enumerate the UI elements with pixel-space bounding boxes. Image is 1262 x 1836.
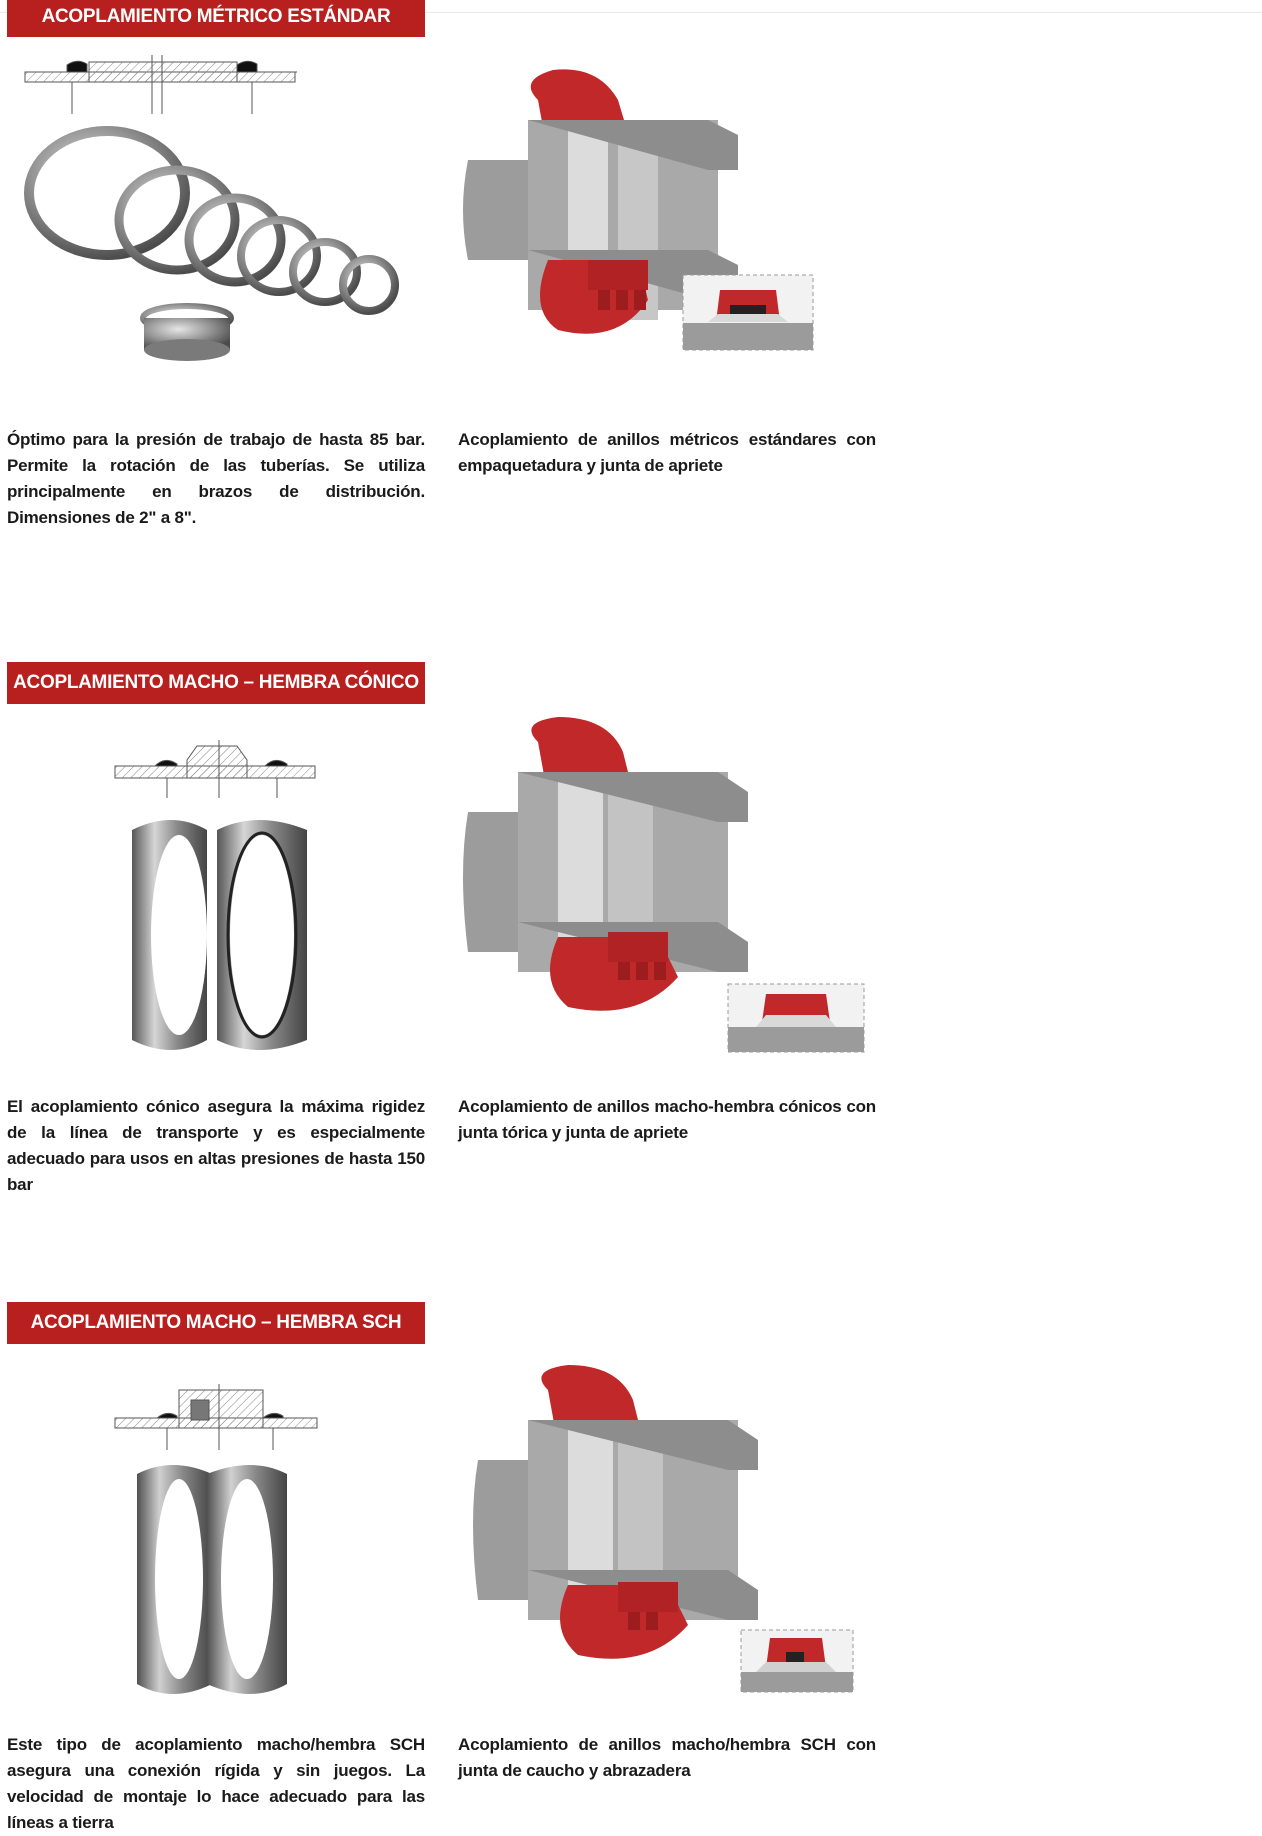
description-left-text: Este tipo de acoplamiento macho/hembra SCH asegura una conexión rígida y sin juegos. La velocidad de montaje lo hace adecuado para las líneas a tierra (7, 1735, 425, 1832)
section-title: ACOPLAMIENTO MACHO – HEMBRA SCH (30, 1312, 402, 1333)
steel-rings (137, 1465, 287, 1694)
clamp-illustration (463, 717, 748, 1011)
description-right (458, 427, 876, 479)
section-title: ACOPLAMIENTO MACHO – HEMBRA CÓNICO (13, 672, 419, 693)
description-left-text: Óptimo para la presión de trabajo de hasta 85 bar. Permite la rotación de las tuberías. Se utiliza principalmente en brazos de distribución. Dimensiones de 2" a 8". (7, 430, 425, 527)
section-title-banner (7, 0, 425, 37)
section-detail-inset (683, 275, 813, 350)
section-detail-inset (741, 1630, 853, 1692)
technical-drawing (25, 55, 297, 114)
description-right-text: Acoplamiento de anillos macho-hembra cónicos con junta tórica y junta de apriete (458, 1097, 876, 1142)
description-right-text: Acoplamiento de anillos métricos estándares con empaquetadura y junta de apriete (458, 430, 876, 475)
clamp-coupling-image (458, 60, 876, 405)
sch-rings-image (7, 1384, 425, 1714)
description-right-text: Acoplamiento de anillos macho/hembra SCH con junta de caucho y abrazadera (458, 1735, 876, 1780)
clamp-coupling-image (458, 1370, 876, 1715)
technical-drawing (115, 1384, 317, 1450)
description-left-text: El acoplamiento cónico asegura la máxima rigidez de la línea de transporte y es especialmente adecuado para usos en altas presiones de hasta 150 bar (7, 1097, 425, 1194)
description-left (7, 1732, 425, 1836)
technical-drawing (115, 740, 315, 798)
description-right (458, 1094, 876, 1146)
description-left (7, 1094, 425, 1198)
section-detail-inset (728, 984, 864, 1052)
clamp-illustration (473, 1365, 758, 1659)
steel-rings (29, 131, 395, 361)
clamp-coupling-image (458, 722, 876, 1067)
ring-set-image (7, 50, 425, 395)
steel-rings (132, 820, 307, 1050)
section-title-banner (7, 662, 425, 704)
conical-rings-image (7, 740, 425, 1070)
section-title-banner (7, 1302, 425, 1344)
description-left (7, 427, 425, 531)
description-right (458, 1732, 876, 1784)
section-title: ACOPLAMIENTO MÉTRICO ESTÁNDAR (41, 6, 391, 27)
